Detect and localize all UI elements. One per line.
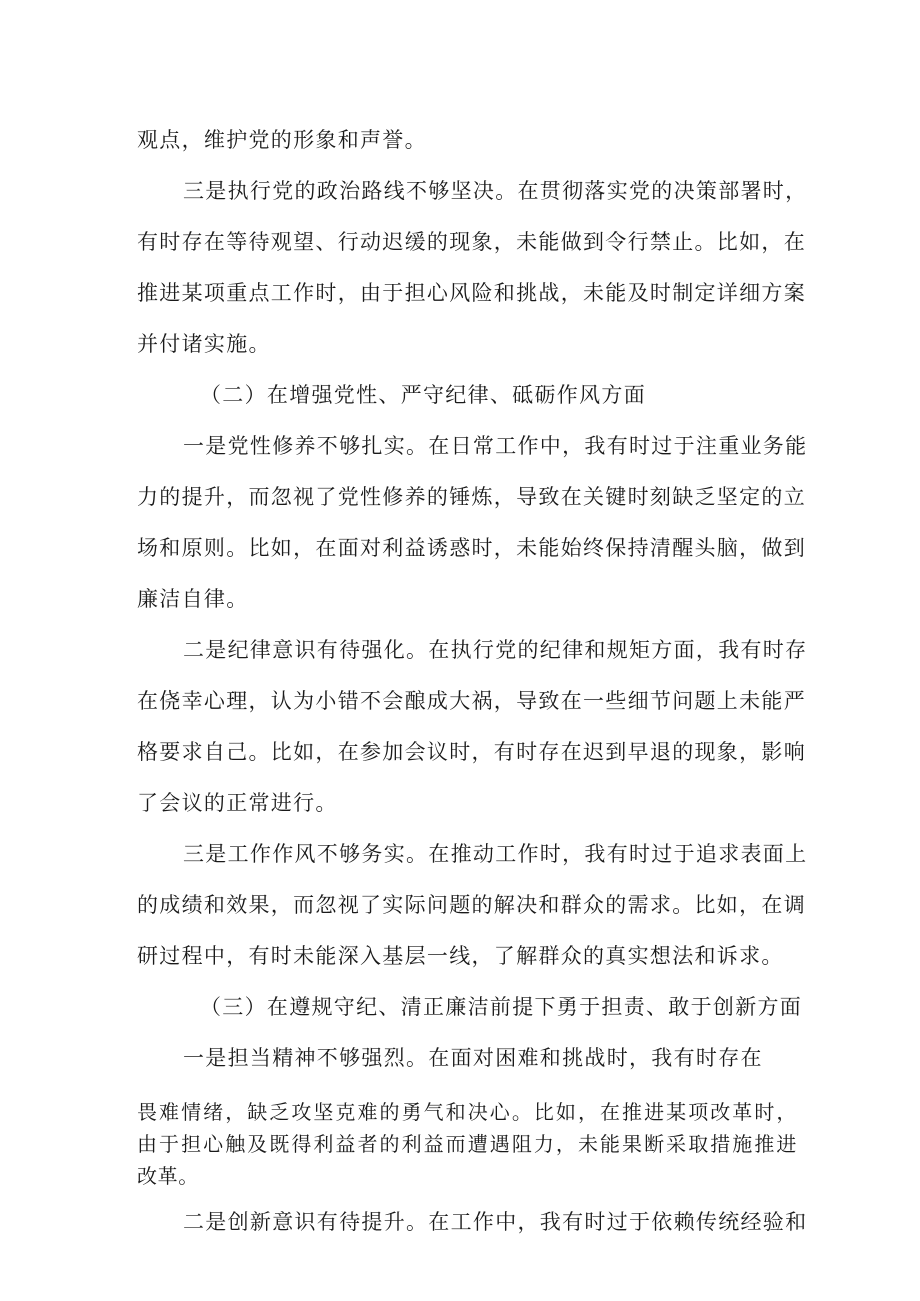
text-line: 有时存在等待观望、行动迟缓的现象，未能做到令行禁止。比如，在 <box>137 230 806 254</box>
text-line: 力的提升，而忽视了党性修养的锤炼，导致在关键时刻缺乏坚定的立 <box>137 485 806 509</box>
text-line: 格要求自己。比如，在参加会议时，有时存在迟到早退的现象，影响 <box>137 740 806 764</box>
text-line: 畏难情绪，缺乏攻坚克难的勇气和决心。比如，在推进某项改革时， <box>137 1100 797 1124</box>
text-line: 观点，维护党的形象和声誉。 <box>137 128 427 152</box>
text-line: 改革。 <box>137 1164 199 1188</box>
paragraph-first-line: 三是执行党的政治路线不够坚决。在贯彻落实党的决策部署时， <box>183 179 808 203</box>
text-line: 廉洁自律。 <box>137 587 249 611</box>
text-line: 在侥幸心理，认为小错不会酿成大祸，导致在一些细节问题上未能严 <box>137 689 806 713</box>
text-line: 并付诸实施。 <box>137 332 271 356</box>
text-line: 研过程中，有时未能深入基层一线，了解群众的真实想法和诉求。 <box>137 944 784 968</box>
text-line: 场和原则。比如，在面对利益诱惑时，未能始终保持清醒头脑，做到 <box>137 536 806 560</box>
paragraph-first-line: 三是工作作风不够务实。在推动工作时，我有时过于追求表面上 <box>183 842 808 866</box>
text-line: 由于担心触及既得利益者的利益而遭遇阻力，未能果断采取措施推进 <box>137 1132 797 1156</box>
paragraph-first-line: 一是党性修养不够扎实。在日常工作中，我有时过于注重业务能 <box>183 434 808 458</box>
paragraph-first-line: 二是创新意识有待提升。在工作中，我有时过于依赖传统经验和 <box>183 1210 808 1234</box>
text-line: 的成绩和效果，而忽视了实际问题的解决和群众的需求。比如，在调 <box>137 893 806 917</box>
text-line: 推进某项重点工作时，由于担心风险和挑战，未能及时制定详细方案 <box>137 281 806 305</box>
paragraph-first-line: 二是纪律意识有待强化。在执行党的纪律和规矩方面，我有时存 <box>183 638 808 662</box>
paragraph-first-line: 一是担当精神不够强烈。在面对困难和挑战时，我有时存在 <box>183 1046 763 1070</box>
text-line: 了会议的正常进行。 <box>137 791 338 815</box>
section-heading: （二）在增强党性、严守纪律、砥砺作风方面 <box>200 383 646 407</box>
section-heading: （三）在遵规守纪、清正廉洁前提下勇于担责、敢于创新方面 <box>200 995 803 1019</box>
